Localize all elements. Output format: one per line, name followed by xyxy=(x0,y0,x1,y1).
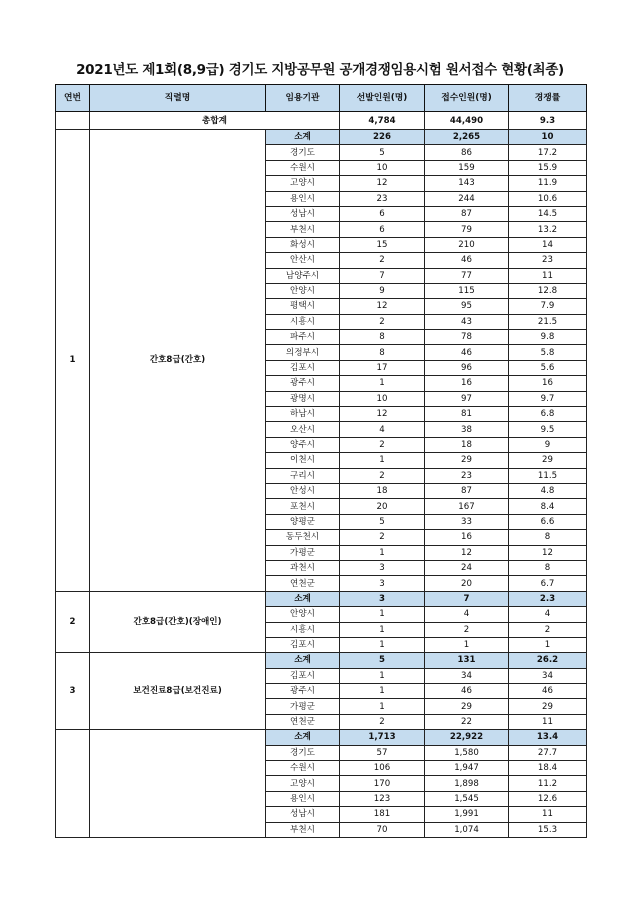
cell-applied: 77 xyxy=(425,268,509,283)
cell-agency: 구리시 xyxy=(266,468,340,483)
cell-selected: 3 xyxy=(340,576,425,591)
total-ratio: 9.3 xyxy=(509,112,587,130)
subtotal-ratio: 10 xyxy=(509,130,587,145)
cell-agency: 평택시 xyxy=(266,299,340,314)
cell-applied: 46 xyxy=(425,253,509,268)
cell-applied: 97 xyxy=(425,391,509,406)
subtotal-selected: 1,713 xyxy=(340,730,425,745)
header-selected: 선발인원(명) xyxy=(340,85,425,112)
cell-ratio: 1 xyxy=(509,637,587,652)
cell-agency: 용인시 xyxy=(266,791,340,806)
cell-applied: 1,898 xyxy=(425,776,509,791)
cell-agency: 성남시 xyxy=(266,807,340,822)
cell-applied: 86 xyxy=(425,145,509,160)
total-seq xyxy=(56,112,90,130)
cell-ratio: 7.9 xyxy=(509,299,587,314)
subtotal-ratio: 13.4 xyxy=(509,730,587,745)
cell-agency: 경기도 xyxy=(266,145,340,160)
cell-agency: 과천시 xyxy=(266,560,340,575)
cell-selected: 1 xyxy=(340,637,425,652)
cell-selected: 3 xyxy=(340,560,425,575)
group-seq xyxy=(56,730,90,838)
subtotal-label: 소계 xyxy=(266,730,340,745)
cell-agency: 안양시 xyxy=(266,283,340,298)
cell-applied: 23 xyxy=(425,468,509,483)
cell-ratio: 29 xyxy=(509,453,587,468)
cell-ratio: 6.8 xyxy=(509,407,587,422)
cell-selected: 20 xyxy=(340,499,425,514)
cell-agency: 수원시 xyxy=(266,761,340,776)
cell-ratio: 9 xyxy=(509,437,587,452)
cell-ratio: 11 xyxy=(509,714,587,729)
cell-applied: 95 xyxy=(425,299,509,314)
subtotal-ratio: 26.2 xyxy=(509,653,587,668)
cell-selected: 10 xyxy=(340,391,425,406)
cell-agency: 용인시 xyxy=(266,191,340,206)
cell-applied: 78 xyxy=(425,330,509,345)
cell-applied: 22 xyxy=(425,714,509,729)
subtotal-applied: 22,922 xyxy=(425,730,509,745)
cell-agency: 광주시 xyxy=(266,684,340,699)
cell-applied: 29 xyxy=(425,453,509,468)
cell-ratio: 11.9 xyxy=(509,176,587,191)
cell-ratio: 11.5 xyxy=(509,468,587,483)
cell-selected: 5 xyxy=(340,145,425,160)
cell-agency: 의정부시 xyxy=(266,345,340,360)
cell-applied: 43 xyxy=(425,314,509,329)
group-seq: 1 xyxy=(56,130,90,592)
cell-ratio: 2 xyxy=(509,622,587,637)
cell-ratio: 14 xyxy=(509,237,587,252)
cell-selected: 2 xyxy=(340,253,425,268)
cell-agency: 양평군 xyxy=(266,514,340,529)
cell-ratio: 11.2 xyxy=(509,776,587,791)
cell-applied: 1,545 xyxy=(425,791,509,806)
cell-applied: 18 xyxy=(425,437,509,452)
cell-ratio: 15.3 xyxy=(509,822,587,837)
cell-agency: 가평군 xyxy=(266,699,340,714)
subtotal-row xyxy=(56,130,587,145)
cell-applied: 46 xyxy=(425,345,509,360)
cell-agency: 연천군 xyxy=(266,576,340,591)
cell-ratio: 17.2 xyxy=(509,145,587,160)
cell-agency: 파주시 xyxy=(266,330,340,345)
subtotal-selected: 5 xyxy=(340,653,425,668)
cell-ratio: 6.7 xyxy=(509,576,587,591)
cell-agency: 오산시 xyxy=(266,422,340,437)
cell-applied: 167 xyxy=(425,499,509,514)
cell-selected: 1 xyxy=(340,699,425,714)
cell-selected: 106 xyxy=(340,761,425,776)
cell-selected: 57 xyxy=(340,745,425,760)
cell-ratio: 11 xyxy=(509,807,587,822)
cell-agency: 양주시 xyxy=(266,437,340,452)
cell-selected: 10 xyxy=(340,160,425,175)
cell-ratio: 12 xyxy=(509,545,587,560)
cell-selected: 1 xyxy=(340,684,425,699)
cell-agency: 화성시 xyxy=(266,237,340,252)
subtotal-label: 소계 xyxy=(266,591,340,606)
total-applied: 44,490 xyxy=(425,112,509,130)
header-seq: 연번 xyxy=(56,85,90,112)
cell-selected: 8 xyxy=(340,345,425,360)
cell-ratio: 9.5 xyxy=(509,422,587,437)
subtotal-row xyxy=(56,730,587,745)
cell-applied: 87 xyxy=(425,206,509,221)
cell-selected: 1 xyxy=(340,376,425,391)
subtotal-selected: 3 xyxy=(340,591,425,606)
cell-agency: 남양주시 xyxy=(266,268,340,283)
cell-selected: 1 xyxy=(340,622,425,637)
header-job: 직렬명 xyxy=(90,85,266,112)
header-applied: 접수인원(명) xyxy=(425,85,509,112)
cell-agency: 이천시 xyxy=(266,453,340,468)
cell-ratio: 34 xyxy=(509,668,587,683)
cell-selected: 17 xyxy=(340,360,425,375)
subtotal-applied: 7 xyxy=(425,591,509,606)
cell-applied: 16 xyxy=(425,376,509,391)
cell-agency: 가평군 xyxy=(266,545,340,560)
cell-ratio: 9.7 xyxy=(509,391,587,406)
group-job-title: 보건진료8급(보건진료) xyxy=(90,653,266,730)
cell-applied: 16 xyxy=(425,530,509,545)
cell-applied: 1,947 xyxy=(425,761,509,776)
cell-selected: 70 xyxy=(340,822,425,837)
cell-applied: 38 xyxy=(425,422,509,437)
cell-agency: 광명시 xyxy=(266,391,340,406)
subtotal-selected: 226 xyxy=(340,130,425,145)
cell-applied: 87 xyxy=(425,483,509,498)
subtotal-ratio: 2.3 xyxy=(509,591,587,606)
cell-selected: 181 xyxy=(340,807,425,822)
cell-selected: 2 xyxy=(340,314,425,329)
cell-applied: 96 xyxy=(425,360,509,375)
cell-selected: 123 xyxy=(340,791,425,806)
cell-ratio: 4 xyxy=(509,607,587,622)
cell-agency: 시흥시 xyxy=(266,314,340,329)
cell-applied: 46 xyxy=(425,684,509,699)
subtotal-applied: 2,265 xyxy=(425,130,509,145)
cell-selected: 12 xyxy=(340,407,425,422)
group-job-title xyxy=(90,730,266,838)
cell-agency: 동두천시 xyxy=(266,530,340,545)
cell-agency: 하남시 xyxy=(266,407,340,422)
cell-ratio: 46 xyxy=(509,684,587,699)
subtotal-row xyxy=(56,653,587,668)
cell-agency: 김포시 xyxy=(266,668,340,683)
cell-agency: 부천시 xyxy=(266,222,340,237)
cell-ratio: 5.6 xyxy=(509,360,587,375)
cell-applied: 244 xyxy=(425,191,509,206)
cell-agency: 포천시 xyxy=(266,499,340,514)
cell-selected: 1 xyxy=(340,545,425,560)
cell-ratio: 23 xyxy=(509,253,587,268)
cell-ratio: 16 xyxy=(509,376,587,391)
total-selected: 4,784 xyxy=(340,112,425,130)
subtotal-row xyxy=(56,591,587,606)
cell-selected: 6 xyxy=(340,222,425,237)
subtotal-label: 소계 xyxy=(266,653,340,668)
cell-selected: 2 xyxy=(340,530,425,545)
cell-agency: 시흥시 xyxy=(266,622,340,637)
cell-ratio: 27.7 xyxy=(509,745,587,760)
cell-selected: 8 xyxy=(340,330,425,345)
cell-ratio: 15.9 xyxy=(509,160,587,175)
cell-selected: 1 xyxy=(340,453,425,468)
subtotal-label: 소계 xyxy=(266,130,340,145)
cell-agency: 김포시 xyxy=(266,360,340,375)
cell-selected: 5 xyxy=(340,514,425,529)
header-ratio: 경쟁률 xyxy=(509,85,587,112)
total-label: 총합계 xyxy=(90,112,340,130)
cell-applied: 1,580 xyxy=(425,745,509,760)
cell-applied: 29 xyxy=(425,699,509,714)
cell-selected: 7 xyxy=(340,268,425,283)
cell-selected: 6 xyxy=(340,206,425,221)
cell-selected: 170 xyxy=(340,776,425,791)
cell-ratio: 21.5 xyxy=(509,314,587,329)
cell-ratio: 12.6 xyxy=(509,791,587,806)
cell-agency: 안성시 xyxy=(266,483,340,498)
cell-ratio: 12.8 xyxy=(509,283,587,298)
cell-applied: 81 xyxy=(425,407,509,422)
cell-selected: 2 xyxy=(340,468,425,483)
group-seq: 2 xyxy=(56,591,90,653)
cell-selected: 12 xyxy=(340,299,425,314)
cell-selected: 23 xyxy=(340,191,425,206)
cell-agency: 광주시 xyxy=(266,376,340,391)
cell-ratio: 8 xyxy=(509,560,587,575)
cell-agency: 안산시 xyxy=(266,253,340,268)
cell-ratio: 10.6 xyxy=(509,191,587,206)
cell-applied: 143 xyxy=(425,176,509,191)
cell-ratio: 13.2 xyxy=(509,222,587,237)
header-row xyxy=(56,85,587,112)
cell-ratio: 8 xyxy=(509,530,587,545)
cell-agency: 수원시 xyxy=(266,160,340,175)
cell-ratio: 5.8 xyxy=(509,345,587,360)
cell-applied: 4 xyxy=(425,607,509,622)
document-title: 2021년도 제1회(8,9급) 경기도 지방공무원 공개경쟁임용시험 원서접수 현황(최종) xyxy=(76,62,564,78)
cell-agency: 성남시 xyxy=(266,206,340,221)
cell-applied: 24 xyxy=(425,560,509,575)
cell-ratio: 18.4 xyxy=(509,761,587,776)
application-status-table xyxy=(55,84,587,838)
cell-selected: 12 xyxy=(340,176,425,191)
cell-selected: 18 xyxy=(340,483,425,498)
cell-applied: 1,074 xyxy=(425,822,509,837)
cell-applied: 12 xyxy=(425,545,509,560)
cell-applied: 34 xyxy=(425,668,509,683)
cell-applied: 2 xyxy=(425,622,509,637)
cell-applied: 79 xyxy=(425,222,509,237)
cell-ratio: 9.8 xyxy=(509,330,587,345)
cell-applied: 210 xyxy=(425,237,509,252)
header-agency: 임용기관 xyxy=(266,85,340,112)
cell-selected: 2 xyxy=(340,714,425,729)
cell-applied: 20 xyxy=(425,576,509,591)
cell-applied: 115 xyxy=(425,283,509,298)
cell-selected: 1 xyxy=(340,607,425,622)
cell-ratio: 29 xyxy=(509,699,587,714)
group-job-title: 간호8급(간호) xyxy=(90,130,266,592)
group-job-title: 간호8급(간호)(장애인) xyxy=(90,591,266,653)
cell-applied: 1,991 xyxy=(425,807,509,822)
cell-ratio: 6.6 xyxy=(509,514,587,529)
cell-selected: 1 xyxy=(340,668,425,683)
cell-agency: 경기도 xyxy=(266,745,340,760)
cell-ratio: 14.5 xyxy=(509,206,587,221)
cell-applied: 159 xyxy=(425,160,509,175)
cell-ratio: 11 xyxy=(509,268,587,283)
cell-selected: 4 xyxy=(340,422,425,437)
cell-applied: 1 xyxy=(425,637,509,652)
cell-ratio: 8.4 xyxy=(509,499,587,514)
cell-applied: 33 xyxy=(425,514,509,529)
grand-total-row xyxy=(56,112,587,130)
cell-ratio: 4.8 xyxy=(509,483,587,498)
subtotal-applied: 131 xyxy=(425,653,509,668)
cell-selected: 2 xyxy=(340,437,425,452)
cell-agency: 연천군 xyxy=(266,714,340,729)
cell-agency: 고양시 xyxy=(266,776,340,791)
cell-agency: 고양시 xyxy=(266,176,340,191)
cell-selected: 9 xyxy=(340,283,425,298)
cell-agency: 부천시 xyxy=(266,822,340,837)
cell-agency: 김포시 xyxy=(266,637,340,652)
cell-selected: 15 xyxy=(340,237,425,252)
cell-agency: 안양시 xyxy=(266,607,340,622)
group-seq: 3 xyxy=(56,653,90,730)
